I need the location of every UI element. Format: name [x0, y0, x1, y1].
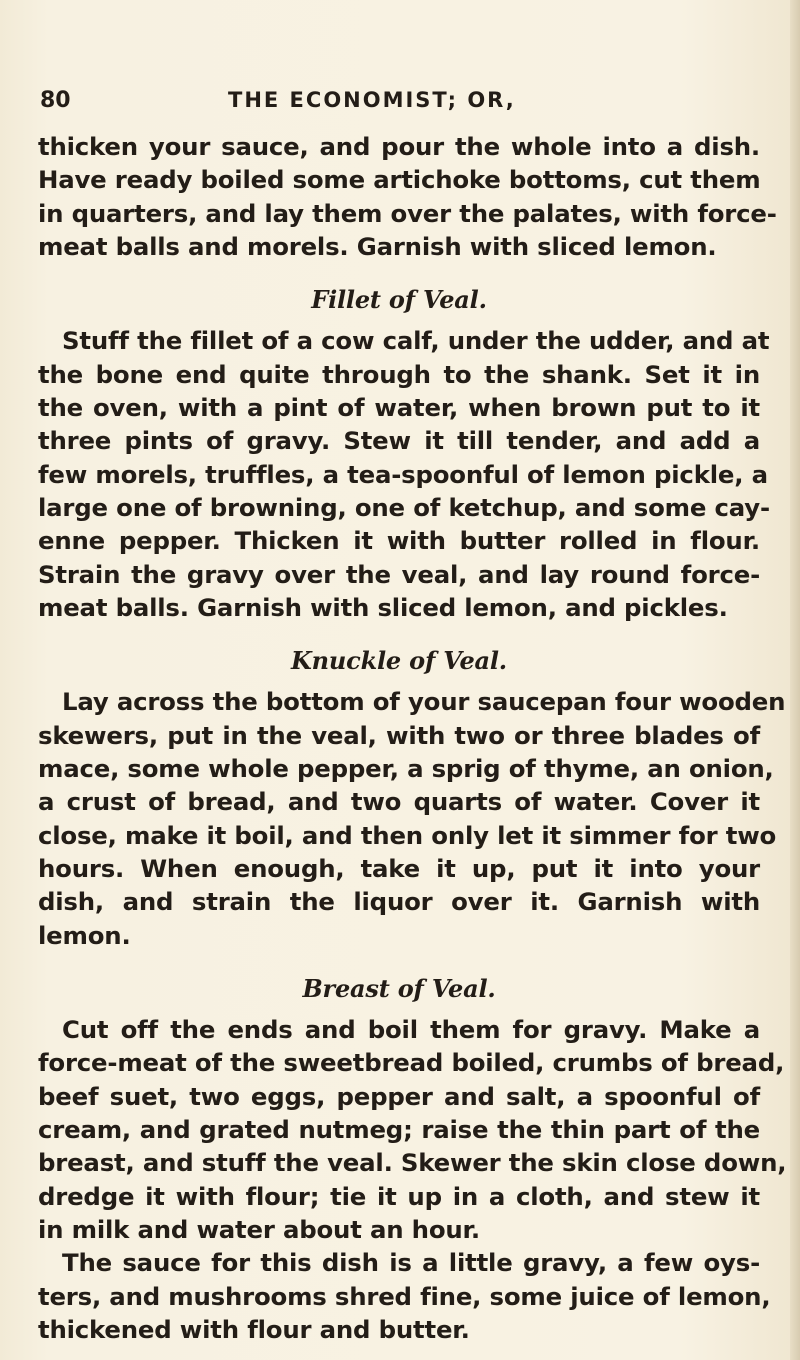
text-line: in quarters, and lay them over the palates, with force-	[38, 198, 777, 228]
section-title-breast-of-veal: Breast of Veal.	[302, 973, 496, 1003]
text-line: cream, and grated nutmeg; raise the thin part of the	[38, 1115, 760, 1145]
text-line: Have ready boiled some artichoke bottoms, cut them	[38, 165, 761, 195]
text-line: force-meat of the sweetbread boiled, crumbs of bread,	[38, 1048, 785, 1078]
page-header	[40, 88, 760, 124]
recipe-text	[38, 130, 787, 1346]
text-line: meat balls. Garnish with sliced lemon, and pickles.	[38, 592, 728, 622]
text-line: thickened with flour and butter.	[38, 1314, 470, 1344]
page-number: 80	[40, 88, 71, 113]
text-line: Lay across the bottom of your saucepan four wooden	[62, 687, 786, 717]
text-line: mace, some whole pepper, a sprig of thyme, an onion,	[38, 754, 774, 784]
text-line: The sauce for this dish is a little gravy, a few oys-	[62, 1248, 760, 1278]
text-line: Cut off the ends and boil them for gravy. Make a	[62, 1015, 760, 1045]
text-line: thicken your sauce, and pour the whole into a dish.	[38, 132, 760, 161]
text-line: beef suet, two eggs, pepper and salt, a spoonful of	[38, 1081, 760, 1111]
text-line: lemon.	[38, 920, 131, 950]
text-line: meat balls and morels. Garnish with sliced lemon.	[38, 231, 717, 261]
text-line: Stuff the fillet of a cow calf, under the udder, and at	[62, 326, 770, 356]
text-line: the bone end quite through to the shank. Set it in	[38, 359, 760, 389]
text-line: breast, and stuff the veal. Skewer the skin close down,	[38, 1148, 787, 1178]
text-line: in milk and water about an hour.	[38, 1214, 480, 1244]
text-line: ters, and mushrooms shred fine, some juice of lemon,	[38, 1281, 771, 1311]
text-line: enne pepper. Thicken it with butter rolled in flour.	[38, 526, 760, 556]
text-line: skewers, put in the veal, with two or three blades of	[38, 720, 760, 750]
text-line: Strain the gravy over the veal, and lay round force-	[38, 559, 760, 589]
text-line: three pints of gravy. Stew it till tender, and add a	[38, 426, 760, 456]
text-line: dredge it with flour; tie it up in a cloth, and stew it	[38, 1181, 760, 1211]
text-line: a crust of bread, and two quarts of water. Cover it	[38, 787, 760, 817]
text-line: dish, and strain the liquor over it. Garnish with	[38, 887, 760, 917]
text-line: few morels, truffles, a tea-spoonful of lemon pickle, a	[38, 459, 768, 489]
text-line: hours. When enough, take it up, put it into your	[38, 853, 760, 883]
text-line: close, make it boil, and then only let it simmer for two	[38, 820, 777, 850]
running-head: THE ECONOMIST; OR,	[228, 88, 516, 112]
page-edge	[790, 0, 800, 1360]
section-title-fillet-of-veal: Fillet of Veal.	[311, 285, 487, 315]
text-line: large one of browning, one of ketchup, and some cay-	[38, 492, 770, 522]
section-title-knuckle-of-veal: Knuckle of Veal.	[291, 646, 507, 676]
text-line: the oven, with a pint of water, when brown put to it	[38, 393, 760, 423]
